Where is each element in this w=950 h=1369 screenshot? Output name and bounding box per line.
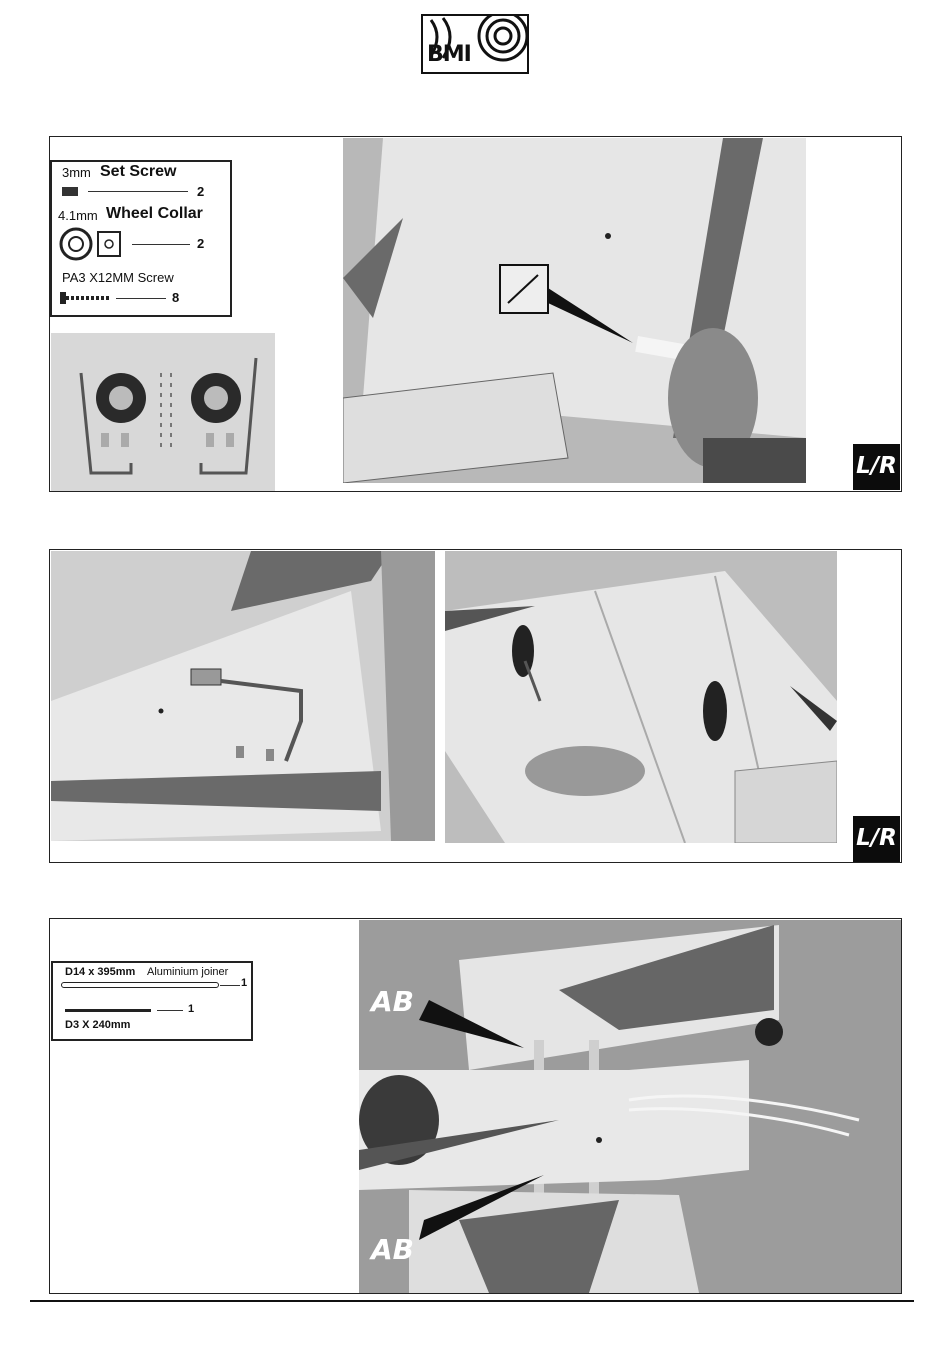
part-name-label: D3 X 240mm xyxy=(65,1019,131,1031)
part-size-label: 4.1mm xyxy=(58,208,98,223)
part-name-label: PA3 X12MM Screw xyxy=(62,270,174,285)
joiner-parts-box xyxy=(51,961,253,1041)
ab-label-top: AB xyxy=(371,985,415,1018)
parts-list-box xyxy=(50,160,232,317)
fuselage-assembly-illustration xyxy=(359,920,901,1293)
part-qty-label: 1 xyxy=(188,1003,195,1015)
part-name-label: Set Screw xyxy=(100,163,177,180)
part-qty-label: 2 xyxy=(197,236,205,251)
wing-underside-photo xyxy=(51,551,435,841)
part-qty-label: 8 xyxy=(172,290,180,305)
wing-underside-illustration xyxy=(51,551,435,841)
left-right-badge: L/R xyxy=(853,816,900,862)
brand-logo xyxy=(421,14,529,74)
wing-with-gear-illustration xyxy=(445,551,837,843)
part-desc-label: Aluminium joiner xyxy=(147,966,229,978)
step-panel-3 xyxy=(49,918,902,1294)
part-name-label: D14 x 395mm xyxy=(65,966,136,978)
step-panel-2 xyxy=(49,549,902,863)
wing-with-gear-photo xyxy=(445,551,837,843)
footer-rule xyxy=(30,1300,914,1302)
screw-icon xyxy=(60,290,114,306)
part-qty-label: 1 xyxy=(241,977,248,989)
part-size-label: 3mm xyxy=(62,165,91,180)
ab-label-bottom: AB xyxy=(371,1233,415,1266)
wheel-collar-icon xyxy=(58,226,128,262)
aluminium-joiner-icon xyxy=(61,982,219,988)
steel-rod-icon xyxy=(65,1009,151,1012)
logo-text: BMI xyxy=(427,42,471,67)
part-name-label: Wheel Collar xyxy=(106,205,203,222)
gear-parts-illustration xyxy=(51,333,275,491)
landing-gear-parts-photo xyxy=(51,333,275,491)
left-right-badge: L/R xyxy=(853,444,900,490)
part-qty-label: 2 xyxy=(197,184,205,199)
set-screw-icon xyxy=(62,187,78,196)
step-panel-1 xyxy=(49,136,902,492)
wing-marking-photo xyxy=(343,138,806,483)
wing-photo-illustration xyxy=(343,138,806,483)
fuselage-wing-assembly-photo xyxy=(359,920,901,1293)
